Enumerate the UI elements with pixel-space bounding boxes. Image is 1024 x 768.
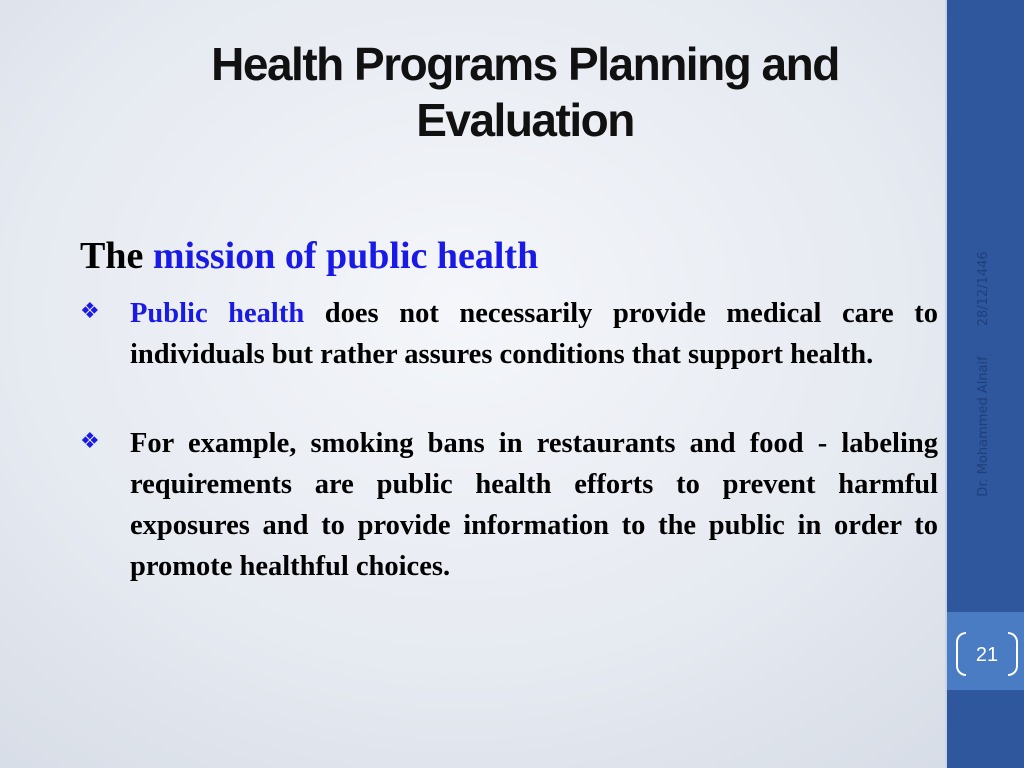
bullet-body: does not necessarily provide medical care to individuals but rather assures conditions that support health.: [130, 298, 939, 370]
page-number: 21: [975, 644, 999, 666]
sidebar-footer: [974, 224, 994, 524]
diamond-bullet-icon: ❖: [80, 429, 100, 454]
bullet-item: [80, 293, 938, 375]
bullet-text: [130, 293, 938, 375]
author-name: Dr. Mohammed Alnaif: [976, 356, 991, 497]
slide-title: Health Programs Planning and Evaluation: [211, 38, 839, 146]
slide-date: 28/12/1446: [976, 251, 991, 327]
bullet-accent: Public health: [130, 298, 305, 329]
section-heading: [80, 232, 930, 280]
bullet-text: [130, 423, 938, 587]
heading-accent: mission of public health: [152, 235, 539, 277]
bullet-item: [80, 423, 938, 587]
diamond-bullet-icon: ❖: [80, 299, 100, 324]
bullet-body: For example, smoking bans in restaurants and food - labeling requirements are public health efforts to prevent harmful exposures and to provide information to the public in order to promote healthful choices.: [130, 428, 938, 582]
heading-lead: The: [80, 235, 144, 277]
